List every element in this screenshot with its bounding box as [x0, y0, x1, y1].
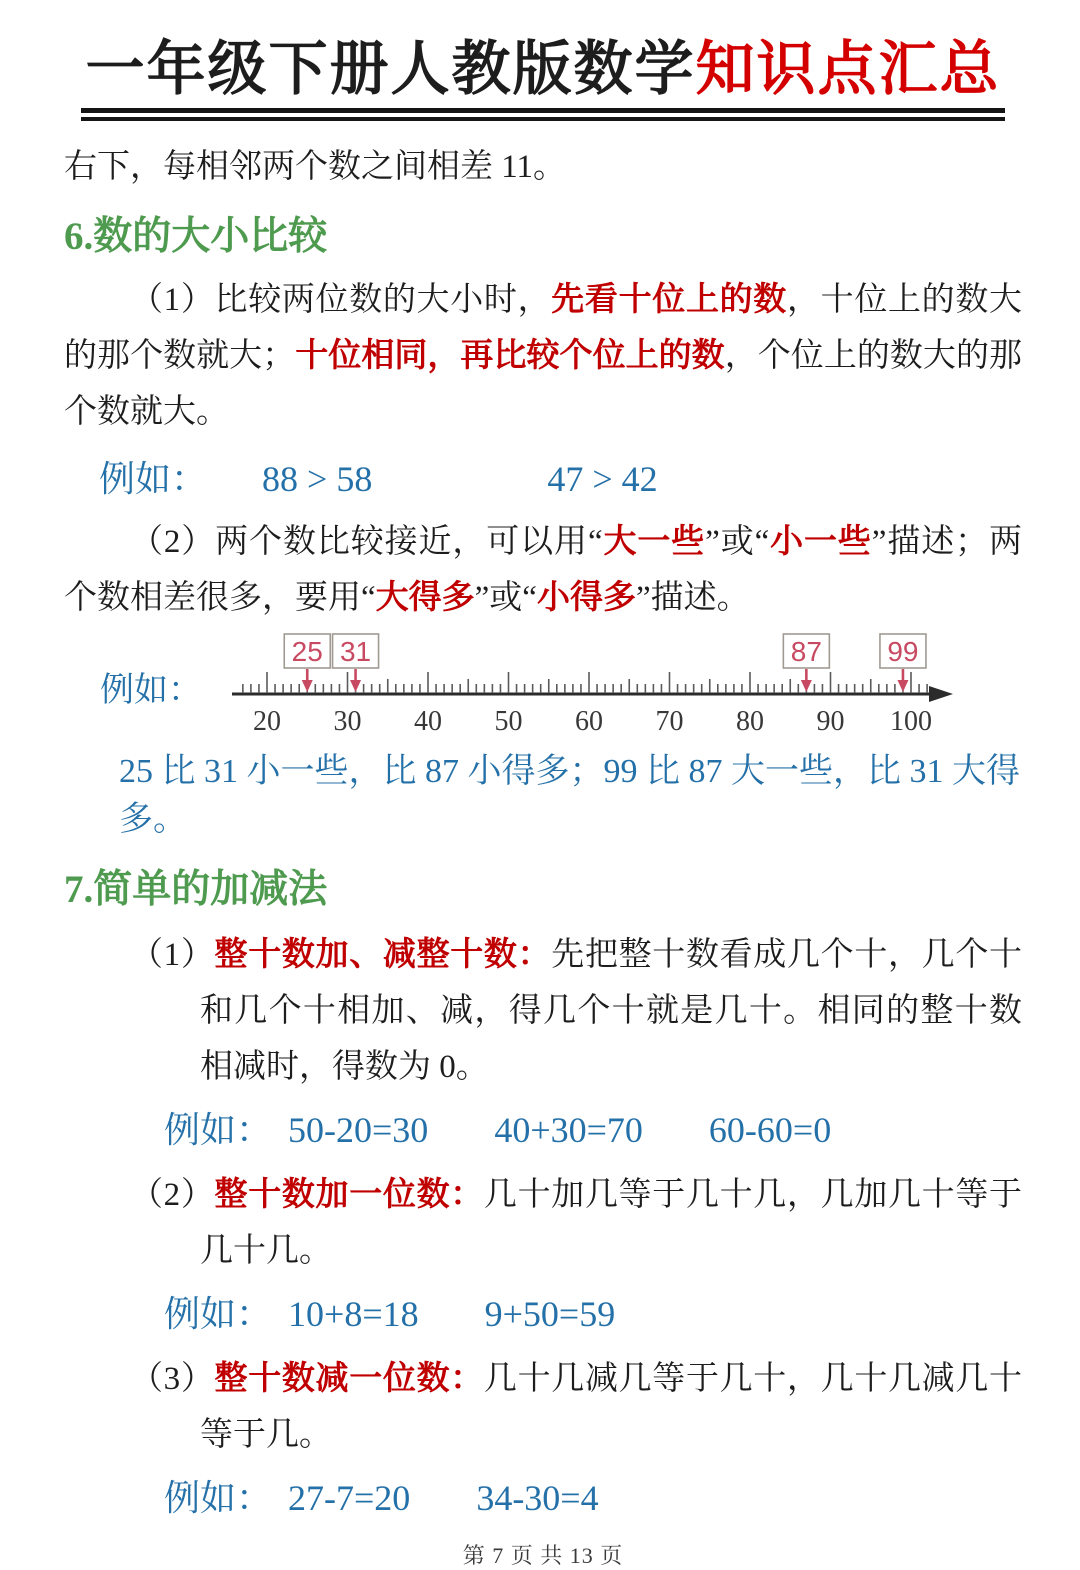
- page-footer: 第 7 页 共 13 页: [462, 1542, 624, 1568]
- text-run: 小得多: [536, 579, 636, 616]
- axis-arrowhead: [929, 686, 953, 702]
- example-item: 60-60=0: [708, 1109, 832, 1150]
- marker-arrowhead: [897, 680, 908, 692]
- title-black-part: 一年级下册人教版数学: [85, 36, 696, 102]
- text-run: 大得多: [375, 579, 475, 616]
- axis-label: 30: [333, 705, 362, 736]
- text-run: （2）: [130, 1176, 215, 1213]
- marker-arrowhead: [801, 680, 812, 692]
- section7-item-3: [64, 1351, 1022, 1463]
- text-run: （1）: [130, 936, 215, 973]
- axis-label: 100: [890, 705, 932, 736]
- example-label: 例如：: [164, 1109, 273, 1150]
- axis-label: 90: [816, 705, 845, 736]
- text-run: ”或“: [705, 523, 770, 560]
- text-run: ，个位上的数大的那个数就大。: [64, 337, 1023, 430]
- number-line-figure: [64, 630, 1022, 742]
- example-label: 例如：: [164, 1293, 273, 1334]
- example-item: 50-20=30: [288, 1109, 429, 1150]
- number-line-summary: 25 比 31 小一些，比 87 小得多；99 比 87 大一些，比 31 大得多。: [119, 752, 1020, 838]
- text-run: 几十几减几等于几十，几十几减几十等于几。: [200, 1360, 1023, 1453]
- text-run: 先看十位上的数: [551, 281, 787, 318]
- section6-example-row: [64, 454, 1022, 504]
- example-item: 47 > 42: [547, 458, 658, 499]
- text-run: 先把整十数看成几个十，几个十和几个十相加、减，得几个十就是几十。相同的整十数相减时，得数为 0。: [200, 936, 1023, 1085]
- number-line-svg: [224, 632, 964, 736]
- section7-example-row-2: [64, 1289, 1022, 1339]
- section7-item-1: [64, 927, 1022, 1095]
- section6-heading: 6.数的大小比较: [64, 215, 328, 259]
- marker-value: 25: [291, 635, 323, 667]
- text-run: （3）: [130, 1360, 215, 1397]
- section7-example-row-1: [64, 1105, 1022, 1155]
- example-label: 例如：: [164, 1477, 273, 1518]
- axis-label: 20: [253, 705, 281, 736]
- text-run: （1）比较两位数的大小时，: [130, 281, 552, 318]
- section7-heading: 7.简单的加减法: [64, 867, 328, 911]
- text-run: 十位相同，再比较个位上的数: [295, 337, 725, 374]
- marker-value: 87: [790, 635, 822, 667]
- text-run: 整十数减一位数：: [214, 1360, 484, 1397]
- title-red-part: 知识点汇总: [695, 36, 1001, 102]
- example-item: 40+30=70: [494, 1109, 643, 1150]
- text-run: 几十加几等于几十几，几加几十等于几十几。: [200, 1176, 1023, 1269]
- marker-value: 99: [887, 635, 919, 667]
- text-run: ”或“: [474, 579, 537, 616]
- axis-label: 80: [736, 705, 764, 736]
- example-item: 88 > 58: [262, 458, 373, 499]
- axis-label: 50: [494, 705, 523, 736]
- marker-arrowhead: [350, 680, 361, 692]
- text-run: ”描述。: [635, 579, 750, 616]
- text-run: 小一些: [769, 523, 872, 560]
- example-label: 例如：: [99, 458, 208, 499]
- marker-arrowhead: [302, 680, 313, 692]
- axis-label: 40: [414, 705, 442, 736]
- example-item: 27-7=20: [288, 1477, 411, 1518]
- text-run: 整十数加一位数：: [214, 1176, 484, 1213]
- section6-paragraph-1: [64, 272, 1022, 440]
- intro-line: 右下，每相邻两个数之间相差 11。: [64, 149, 567, 186]
- example-item: 9+50=59: [484, 1293, 616, 1334]
- marker-value: 31: [339, 635, 372, 667]
- axis-label: 60: [575, 705, 603, 736]
- example-item: 34-30=4: [476, 1477, 599, 1518]
- title-double-rule: [81, 108, 1005, 121]
- text-run: ”描述；两个数相差很多，要用“: [64, 523, 1022, 616]
- text-run: （2）两个数比较接近，可以用“: [130, 523, 603, 560]
- section6-paragraph-2: [64, 514, 1022, 626]
- section7-example-row-3: [64, 1473, 1022, 1523]
- number-line-example-label: 例如：: [100, 671, 202, 709]
- page-title: [64, 36, 1022, 102]
- text-run: 整十数加、减整十数：: [214, 936, 552, 973]
- example-item: 10+8=18: [288, 1293, 419, 1334]
- text-run: 大一些: [602, 523, 706, 560]
- section7-item-2: [64, 1167, 1022, 1279]
- text-run: ，十位上的数大的那个数就大；: [64, 281, 1023, 374]
- axis-label: 70: [655, 705, 684, 736]
